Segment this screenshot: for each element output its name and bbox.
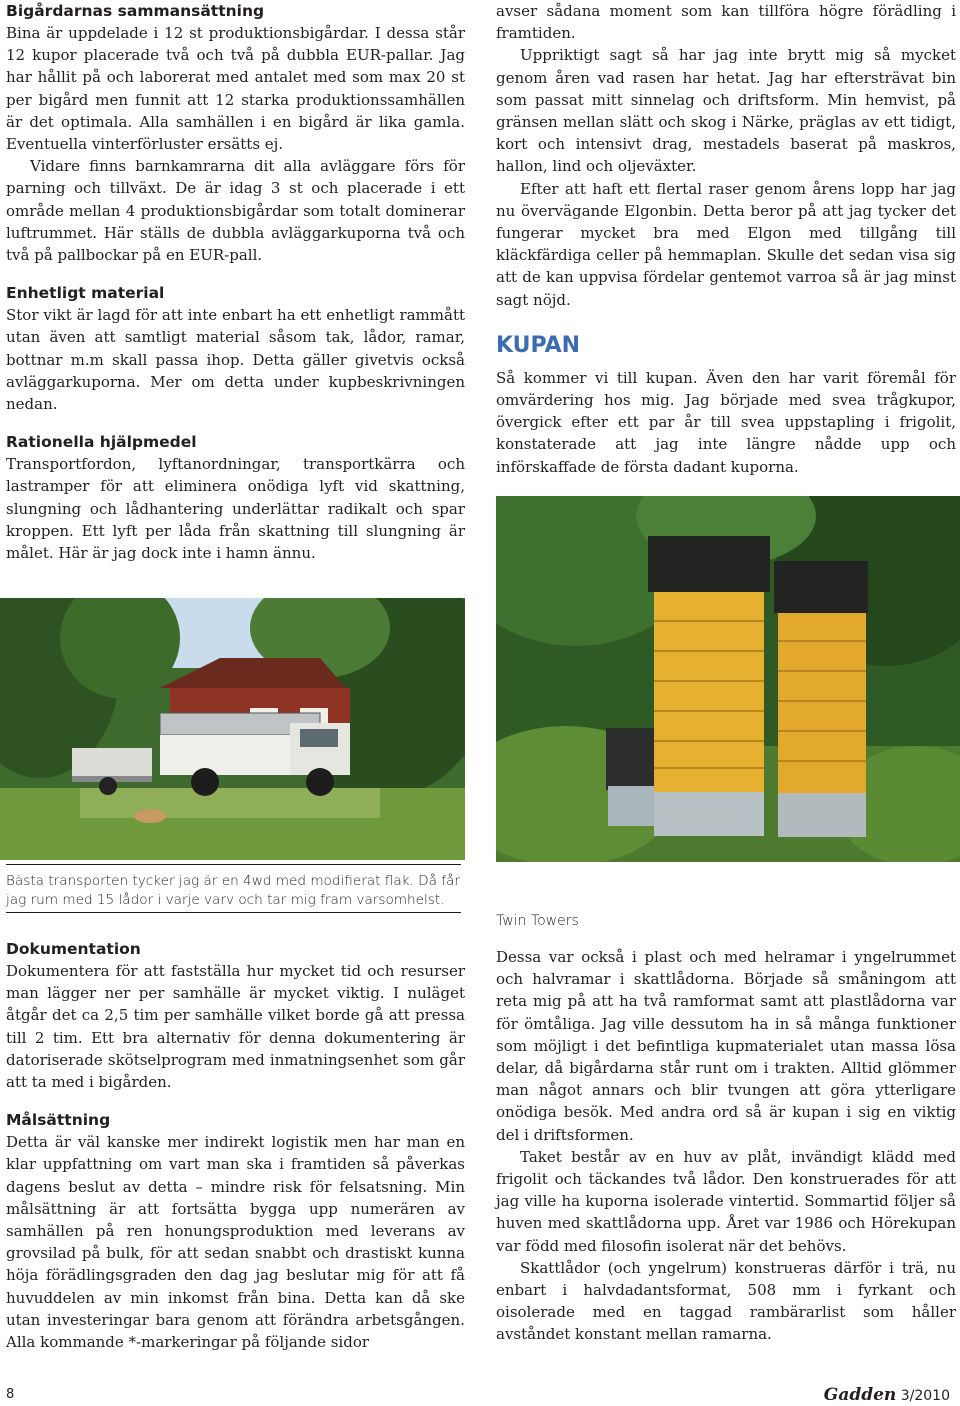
magazine-name: Gadden bbox=[823, 1385, 897, 1405]
photo-twin-towers-beehives bbox=[496, 496, 960, 862]
photo-transport-truck bbox=[0, 598, 465, 860]
caption-rule-left bbox=[6, 864, 461, 865]
paragraph-taket: Taket består av en huv av plåt, invändigt klädd med frigolit och täckandes två lådor. Den konstruerades för att jag ville ha kuporna isolerade vintertid. Sommartid följer så huven med skattlådorna upp. Året var 1986 och Hörekupan var född med filosofin isolerat när det behövs. bbox=[496, 1147, 956, 1255]
heading-malsattning: Målsättning bbox=[6, 1111, 111, 1130]
caption-twin-towers: Twin Towers bbox=[496, 913, 579, 929]
right-column-bottom bbox=[496, 946, 956, 1346]
paragraph-malsattning: Detta är väl kanske mer indirekt logistik men har man en klar uppfattning om vart man ska i framtiden så påverkas dagens beslut av detta – mindre risk för felsatsning. Min målsättning är att fortsätta bygga upp numerären av samhällen på ren honungsproduktion med leverans av grovsilad på bulk, för att sedan snabbt och drastiskt kunna höja förädlingsgraden den dag jag beslutar mig för att få huvuddelen av min inkomst från bina. Detta kan då ske utan investeringar bara genom att förändra arbetsgången. Alla kommande *-markeringar på följande sidor bbox=[6, 1133, 465, 1352]
caption-transport: Bästa transporten tycker jag är en 4wd med modifierat flak. Då får jag rum med 15 lådor i varje varv och tar mig fram varsomhelst. bbox=[6, 873, 461, 908]
paragraph-bigardar-2: Vidare finns barnkamrarna dit alla avläggare förs för parning och tillväxt. De är idag 3 st och placerade i ett område mellan 4 produktionsbigårdar som totalt dominerar luftrummet. Här ställs de dubbla avläggarkuporna två och två på pallbockar på en EUR-pall. bbox=[6, 157, 465, 265]
heading-enhetligt-material: Enhetligt material bbox=[6, 284, 165, 303]
paragraph-dokumentation: Dokumentera för att fastställa hur mycket tid och resurser man lägger ner per samhälle är mycket viktig. I nuläget åtgår det ca 2,5 tim per samhälle vilket borde gå att pressa till 2 tim. Ett bra alternativ för denna dokumentering är datoriserade skötselprogram med inmatningsenhet som går att ta med i bigården. bbox=[6, 962, 465, 1092]
paragraph-rasen: Uppriktigt sagt så har jag inte brytt mig så mycket genom åren vad rasen har hetat. Jag har eftersträvat bin som passat mitt sinnelag och driftsform. Min hemvist, på gränsen mellan slätt och skog i Närke, präglas av ett tidigt, kort och intensivt drag, mestadels baserat på maskros, hallon, lind och oljeväxter. bbox=[496, 46, 956, 176]
paragraph-continued: avser sådana moment som kan tillföra högre förädling i framtiden. bbox=[496, 2, 956, 43]
heading-dokumentation: Dokumentation bbox=[6, 940, 141, 958]
caption-rule-left-bottom bbox=[6, 912, 461, 913]
left-column-top bbox=[6, 0, 465, 564]
paragraph-kupan: Så kommer vi till kupan. Även den har varit föremål för omvärdering hos mig. Jag började med svea trågkupor, övergick efter ett par år till svea uppstapling i frigolit, konstaterade att jag inte längre nådde upp och införskaffade de första dadant kuporna. bbox=[496, 368, 956, 476]
paragraph-enhetligt-material: Stor vikt är lagd för att inte enbart ha ett enhetligt rammått utan även att samtligt material såsom tak, lådor, ramar, bottnar m.m skall passa ihop. Detta gäller givetvis också avläggarkuporna. Mer om detta under kupbeskrivningen nedan. bbox=[6, 306, 465, 414]
heading-rationella-hjalpmedel: Rationella hjälpmedel bbox=[6, 433, 197, 452]
left-column-bottom bbox=[6, 938, 465, 1353]
heading-bigardar: Bigårdarnas sammansättning bbox=[6, 2, 265, 20]
paragraph-skattlador: Skattlådor (och yngelrum) konstrueras därför i trä, nu enbart i halvdadantsformat, 508 mm i fyrkant och oisolerade med en taggad rambärarlist som håller avståndet konstant mellan ramarna. bbox=[496, 1258, 956, 1344]
issue-number: 3/2010 bbox=[900, 1388, 950, 1404]
paragraph-rationella-hjalpmedel: Transportfordon, lyftanordningar, transportkärra och lastramper för att eliminera onödiga lyft vid skattning, slungning och lådhantering underlättar radikalt och spar kroppen. Ett lyft per låda från skattning till slungning är målet. Här är jag dock inte i hamn ännu. bbox=[6, 455, 465, 563]
magazine-footer bbox=[824, 1385, 950, 1405]
paragraph-elgonbin: Efter att haft ett flertal raser genom årens lopp har jag nu övervägande Elgonbin. Detta beror på att jag tycker det fungerar mycket bra med Elgon med tillgång till kläckfärdiga celler på hemmaplan. Skulle det sedan visa sig att de kan uppvisa fördelar gentemot varroa så är jag minst sagt nöjd. bbox=[496, 179, 956, 309]
paragraph-bigardar-1: Bina är uppdelade i 12 st produktionsbigårdar. I dessa står 12 kupor placerade två och två på dubbla EUR-pallar. Jag har hållit på och laborerat med antalet med som max 20 st per bigård men funnit att 12 starka produktionssamhällen är det optimala. Alla samhällen i en bigård är lika gamla. Eventuella vinterförluster ersätts ej. bbox=[6, 24, 465, 154]
right-column-top bbox=[496, 0, 956, 478]
paragraph-plast: Dessa var också i plast och med helramar i yngelrummet och halvramar i skattlådorna. Började så småningom att reta mig på att ha två ramformat samt att plastlådorna var för ömtåliga. Jag ville dessutom ha in så många funktioner som möjligt i det befintliga kupmaterialet utan massa lösa delar, då bigårdarna står runt om i trakten. Alltid glömmer man något annars och blir tvungen att göra ytterligare onödiga besök. Med andra ord så är kupan i sig en viktig del i driftsformen. bbox=[496, 948, 956, 1144]
heading-kupan: KUPAN bbox=[496, 332, 581, 358]
page-number: 8 bbox=[6, 1387, 15, 1402]
